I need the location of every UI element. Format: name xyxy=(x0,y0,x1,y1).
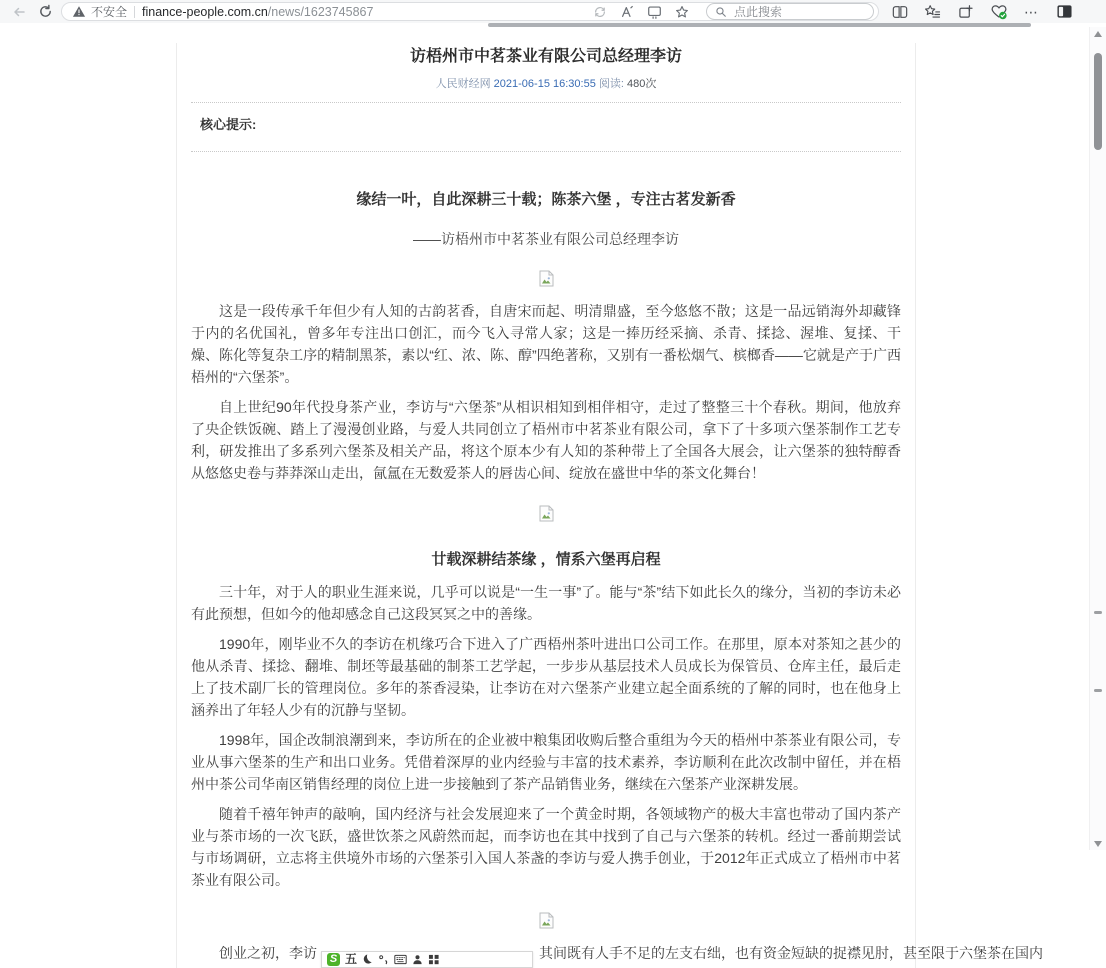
page-viewport xyxy=(0,27,1089,966)
byline xyxy=(191,75,901,91)
immersive-reader-icon[interactable] xyxy=(647,5,662,19)
more-icon: ⋯ xyxy=(1024,3,1039,20)
image-row-1 xyxy=(191,270,901,287)
browser-toolbar xyxy=(0,0,1106,23)
split-screen-button[interactable] xyxy=(883,1,916,23)
ime-wubi-mode[interactable]: 五 xyxy=(345,952,358,966)
article-datetime: 2021-06-15 16:30:55 xyxy=(493,78,596,90)
read-aloud-icon[interactable] xyxy=(620,5,634,19)
scroll-down-icon[interactable] xyxy=(1094,841,1102,847)
paragraph: 三十年，对于人的职业生涯来说，几乎可以说是“一生一事”了。能与“茶”结下如此长久的缘分，当初的李访未必有此预想，但如今的他却感念自己这段冥冥之中的善缘。 xyxy=(191,584,901,622)
core-tip-label: 核心提示: xyxy=(200,117,257,132)
back-icon xyxy=(11,4,27,20)
back-button[interactable] xyxy=(6,1,32,23)
horizontal-scrollbar-thumb[interactable] xyxy=(488,23,1031,27)
site-security-chip[interactable] xyxy=(72,3,127,20)
search-icon xyxy=(715,6,727,18)
url-host: finance-people.com.cn xyxy=(142,4,268,19)
search-box[interactable] xyxy=(706,3,874,20)
article-column xyxy=(176,43,1043,968)
paragraph: 随着千禧年钟声的敲响，国内经济与社会发展迎来了一个黄金时期，各领域物产的极大丰富也带动了国内茶产业与茶市场的一次飞跃，盛世饮茶之风蔚然而起，而李访也在其中找到了自己与六堡茶的转机。经过一番前期尝试与市场调研，立志将主供境外市场的六堡茶引入国人茶盏的李访与爱人携手创业，于2012年正式成立了梧州市中茗茶业有限公司。 xyxy=(191,806,901,888)
sidebar-icon xyxy=(1056,4,1073,19)
split-screen-icon xyxy=(892,5,908,19)
sogou-logo-icon[interactable]: S xyxy=(327,953,340,966)
image-row-3 xyxy=(191,912,901,929)
paragraph: 1998年，国企改制浪潮到来，李访所在的企业被中粮集团收购后整合重组为今天的梧州中茶茶业有限公司，专业从事六堡茶的生产和出口业务。凭借着深厚的业内经验与丰富的技术素养，李访顺利在此次改制中留任，并在梧州中茶公司华南区销售经理的岗位上进一步接触到了茶产品销售业务，继续在六堡茶产业深耕发展。 xyxy=(191,732,901,792)
article-heading-1: 缘结一叶，自此深耕三十载；陈茶六堡 ，专注古茗发新香 xyxy=(356,191,736,208)
address-divider xyxy=(134,6,135,18)
warning-icon xyxy=(72,5,86,18)
url-text xyxy=(142,5,373,19)
partial-text-before: 创业之初，李访 xyxy=(219,945,317,961)
article-heading-2: 廿载深耕结茶缘 ，情系六堡再启程 xyxy=(431,551,661,568)
soft-keyboard-icon[interactable] xyxy=(394,954,407,965)
scroll-up-icon[interactable] xyxy=(1094,31,1102,37)
image-row-2 xyxy=(191,505,901,522)
address-bar[interactable] xyxy=(61,2,879,21)
security-label: 不安全 xyxy=(91,5,128,19)
browser-essentials-button[interactable] xyxy=(982,1,1015,23)
scroll-marker xyxy=(1094,611,1102,614)
account-icon[interactable] xyxy=(412,954,423,965)
collections-icon xyxy=(958,4,974,19)
partial-paragraph xyxy=(191,942,1043,968)
article-source: 人民财经网 xyxy=(435,78,491,90)
scroll-marker xyxy=(1094,689,1102,692)
read-label: 阅读: xyxy=(598,78,624,90)
vertical-scrollbar[interactable] xyxy=(1089,27,1106,850)
sidebar-toggle-button[interactable] xyxy=(1048,1,1081,23)
favorites-hub-icon xyxy=(924,4,941,19)
core-tip-box xyxy=(191,102,901,152)
toolbox-icon[interactable] xyxy=(428,954,440,965)
paragraph: 1990年，刚毕业不久的李访在机缘巧合下进入了广西梧州茶叶进出口公司工作。在那里，原本对茶知之甚少的他从杀青、揉捻、翻堆、制坯等最基础的制茶工艺学起，一步步从基层技术人员成长为保管员、仓库主任，最后走上了技术副厂长的管理岗位。多年的茶香浸染，让李访在对六堡茶产业建立起全面系统的了解的同时，也在他身上涵养出了年轻人少有的沉静与坚韧。 xyxy=(191,636,901,718)
search-placeholder: 点此搜索 xyxy=(734,5,783,19)
partial-text-after: 其间既有人手不足的左支右绌，也有资金短缺的捉襟见肘，甚至限于六堡茶在国内 xyxy=(539,945,1043,961)
punctuation-icon[interactable] xyxy=(378,954,389,965)
collections-button[interactable] xyxy=(949,1,982,23)
favorite-star-icon[interactable] xyxy=(675,5,689,19)
article-subheading: ——访梧州市中茗茶业有限公司总经理李访 xyxy=(413,231,679,247)
settings-more-button[interactable] xyxy=(1015,1,1048,23)
refresh-button[interactable] xyxy=(32,1,58,23)
broken-image-icon xyxy=(539,270,554,287)
broken-image-icon xyxy=(539,912,554,929)
browser-essentials-icon xyxy=(990,4,1008,20)
paragraph: 自上世纪90年代投身茶产业，李访与“六堡茶”从相识相知到相伴相守，走过了整整三十个春秋。期间，他放弃了央企铁饭碗、踏上了漫漫创业路，与爱人共同创立了梧州市中茗茶业有限公司，拿下了十多项六堡茶制作工艺专利，研发推出了多系列六堡茶及相关产品，将这个原本少有人知的茶种带上了全国各大展会，让六堡茶的独特醇香从悠悠史卷与莽莽深山走出，氤氲在无数爱茶人的唇齿心间、绽放在盛世中华的茶文化舞台！ xyxy=(191,399,901,481)
paragraph: 这是一段传承千年但少有人知的古韵茗香，自唐宋而起、明清鼎盛，至今悠悠不散；这是一品远销海外却藏锋于内的名优国礼，曾多年专注出口创汇，而今飞入寻常人家；这是一捧历经采摘、杀青、揉捻、渥堆、复揉、干燥、陈化等复杂工序的精制黑茶，素以“红、浓、陈、醇”四绝著称，又别有一番松烟气、槟榔香——它就是产于广西梧州的“六堡茶”。 xyxy=(191,303,901,385)
scrollbar-thumb[interactable] xyxy=(1094,53,1102,150)
sync-icon[interactable] xyxy=(593,5,607,19)
half-width-moon-icon[interactable] xyxy=(362,954,373,965)
page-title: 访梧州市中茗茶业有限公司总经理李访 xyxy=(409,48,682,65)
read-count: 480次 xyxy=(627,78,657,90)
broken-image-icon xyxy=(539,505,554,522)
favorites-button[interactable] xyxy=(916,1,949,23)
refresh-icon xyxy=(38,4,53,19)
ime-toolbar[interactable] xyxy=(321,951,533,968)
url-path: /news/1623745867 xyxy=(267,4,374,19)
